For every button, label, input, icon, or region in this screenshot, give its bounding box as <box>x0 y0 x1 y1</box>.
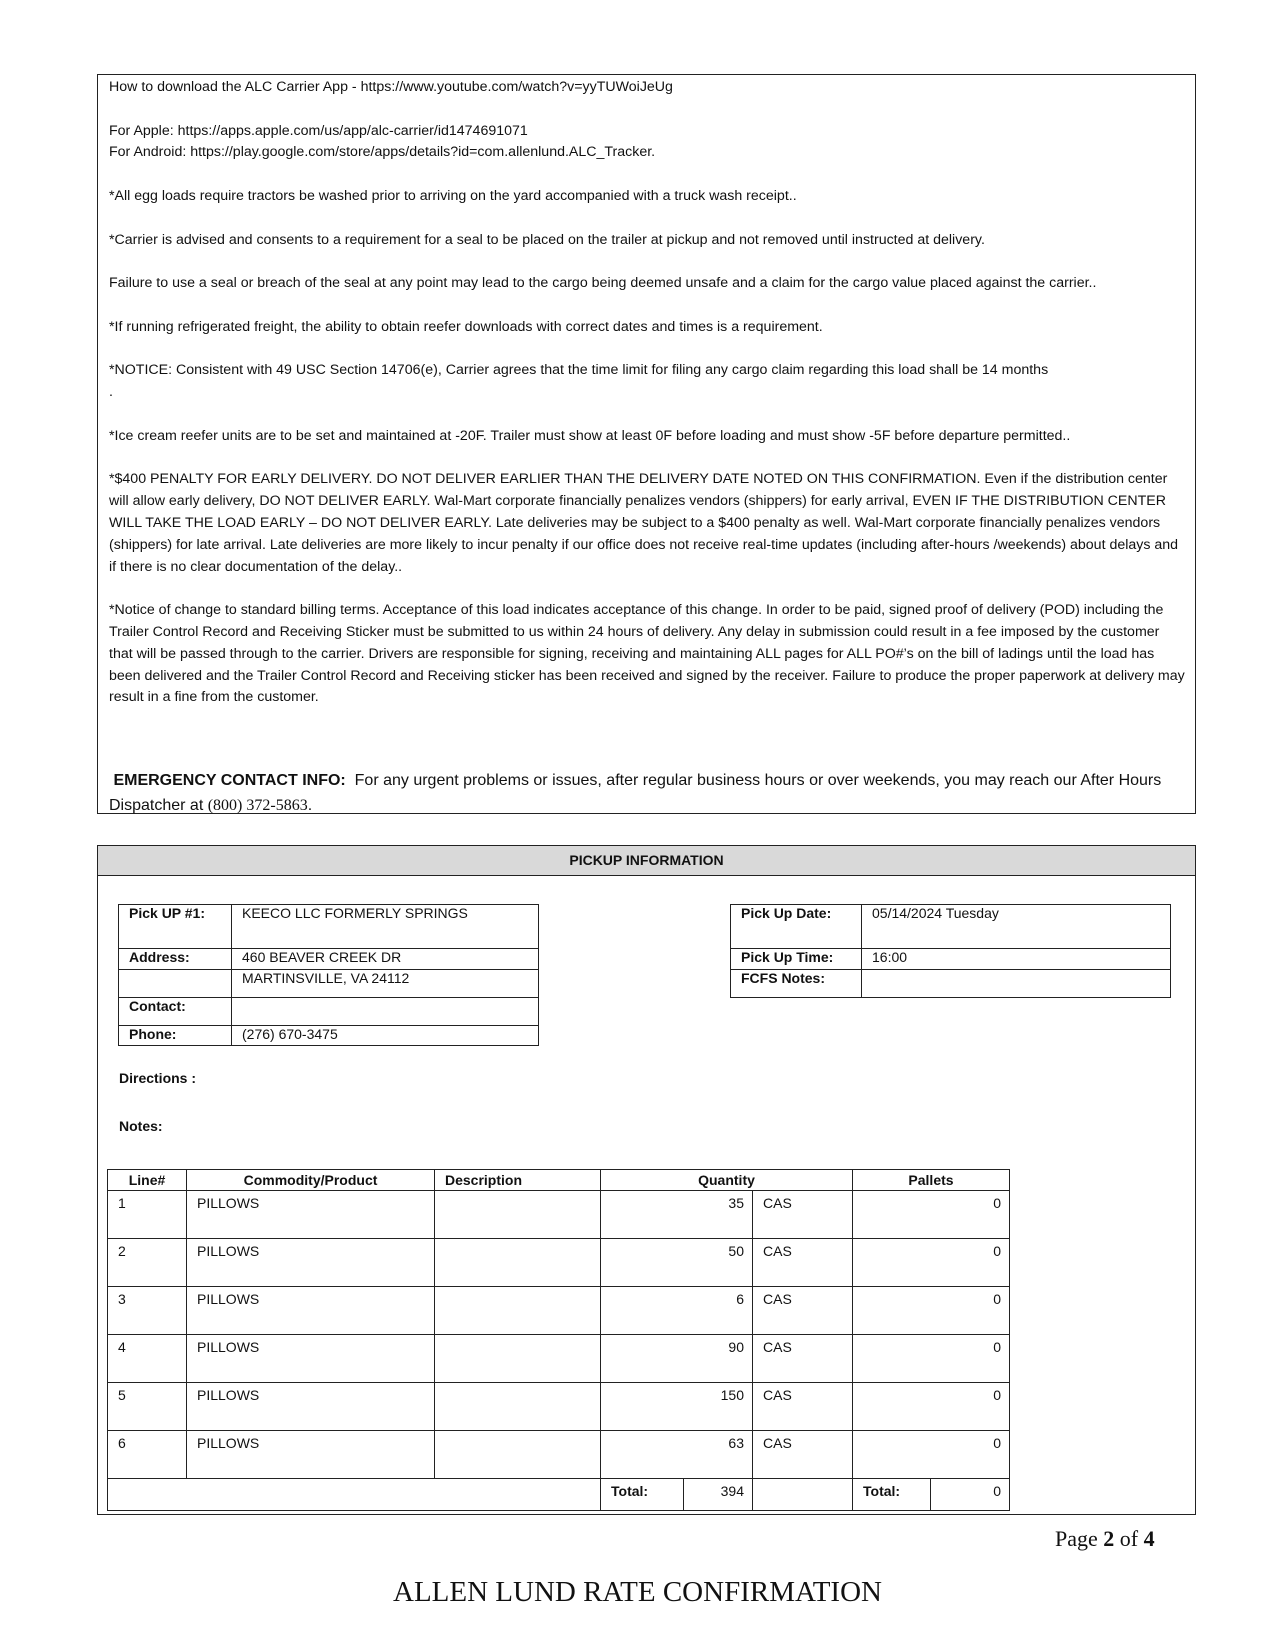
row-pallets: 0 <box>853 1383 1010 1431</box>
totals-row <box>108 1479 1010 1511</box>
pickup-time-value: 16:00 <box>862 949 1171 970</box>
row-quantity: 150 <box>601 1383 753 1431</box>
claim-limit-note-end: . <box>109 384 113 401</box>
terms-notes-box <box>97 74 1196 814</box>
row-unit: CAS <box>753 1431 853 1479</box>
seal-requirement-note: *Carrier is advised and consents to a requirement for a seal to be placed on the trailer at pickup and not removed until instructed at delivery. <box>109 231 985 248</box>
emergency-phone: (800) 372-5863 <box>207 796 308 814</box>
contact-value <box>232 998 539 1026</box>
table-row <box>108 1431 1010 1479</box>
col-commodity: Commodity/Product <box>187 1170 435 1191</box>
pickup-date-label: Pick Up Date: <box>731 905 862 949</box>
row-quantity: 6 <box>601 1287 753 1335</box>
egg-loads-note: *All egg loads require tractors be washed prior to arriving on the yard accompanied with a truck wash receipt.. <box>109 187 797 204</box>
fcfs-notes-value <box>862 970 1171 998</box>
total-unit-empty <box>753 1479 853 1511</box>
row-unit: CAS <box>753 1287 853 1335</box>
row-quantity: 50 <box>601 1239 753 1287</box>
row-product: PILLOWS <box>187 1239 435 1287</box>
row-product: PILLOWS <box>187 1191 435 1239</box>
pickup-value: KEECO LLC FORMERLY SPRINGS <box>232 905 539 949</box>
seal-breach-note: Failure to use a seal or breach of the seal at any point may lead to the cargo being deemed unsafe and a claim for the cargo value placed against the carrier.. <box>109 275 1097 292</box>
pickup-date-value: 05/14/2024 Tuesday <box>862 905 1171 949</box>
pickup-label: Pick UP #1: <box>119 905 232 949</box>
document-title: ALLEN LUND RATE CONFIRMATION <box>393 1576 882 1608</box>
early-delivery-penalty-note: *$400 PENALTY FOR EARLY DELIVERY. DO NOT DELIVER EARLIER THAN THE DELIVERY DATE NOTED ON THIS CONFIRMATION. Even if the distribution center will allow early delivery, DO NOT DELIVER EARLY. Wal-Mart corporate financially penalizes vendors (shippers) for early arrival, EVEN IF THE DISTRIBUTION CENTER WILL TAKE THE LOAD EARLY – DO NOT DELIVER EARLY. Late deliveries may be subject to a $400 penalty as well. Wal-Mart corporate financially penalizes vendors (shippers) for late arrival. Late deliveries are more likely to incur penalty if our office does not receive real-time updates (including after-hours /weekends) about delays and if there is no clear documentation of the delay.. <box>109 471 1179 575</box>
table-row <box>108 1287 1010 1335</box>
row-product: PILLOWS <box>187 1287 435 1335</box>
row-pallets: 0 <box>853 1239 1010 1287</box>
page-current: 2 <box>1103 1526 1115 1551</box>
address-label-empty <box>119 970 232 998</box>
col-pallets: Pallets <box>853 1170 1010 1191</box>
page-total: 4 <box>1143 1526 1155 1551</box>
row-quantity: 35 <box>601 1191 753 1239</box>
table-row <box>108 1239 1010 1287</box>
row-description <box>435 1335 601 1383</box>
phone-value: (276) 670-3475 <box>232 1026 539 1046</box>
totals-spacer <box>108 1479 601 1511</box>
app-download-note: How to download the ALC Carrier App - https://www.youtube.com/watch?v=yyTUWoiJeUg <box>109 79 673 95</box>
row-pallets: 0 <box>853 1287 1010 1335</box>
col-line: Line# <box>108 1170 187 1191</box>
row-description <box>435 1239 601 1287</box>
address-line1: 460 BEAVER CREEK DR <box>232 949 539 970</box>
row-line: 5 <box>108 1383 187 1431</box>
total-qty-value: 394 <box>684 1479 753 1511</box>
table-row <box>108 1191 1010 1239</box>
emergency-label: EMERGENCY CONTACT INFO: <box>113 772 346 789</box>
row-line: 3 <box>108 1287 187 1335</box>
col-description: Description <box>435 1170 601 1191</box>
notes-label: Notes: <box>119 1118 163 1134</box>
row-quantity: 63 <box>601 1431 753 1479</box>
claim-limit-note: *NOTICE: Consistent with 49 USC Section 14706(e), Carrier agrees that the time limit for filing any cargo claim regarding this load shall be 14 months <box>109 362 1049 379</box>
page-number <box>1055 1526 1155 1552</box>
total-pallets-value: 0 <box>931 1479 1010 1511</box>
emergency-text: For any urgent problems or issues, after regular business hours or over weekends, you may reach our After Hours Dispatcher at <box>109 772 1162 814</box>
row-unit: CAS <box>753 1191 853 1239</box>
row-pallets: 0 <box>853 1335 1010 1383</box>
row-line: 4 <box>108 1335 187 1383</box>
emergency-end: . <box>307 796 313 814</box>
row-product: PILLOWS <box>187 1335 435 1383</box>
ice-cream-note: *Ice cream reefer units are to be set and maintained at -20F. Trailer must show at least 0F before loading and must show -5F before departure permitted.. <box>109 427 1071 444</box>
pickup-schedule-table <box>730 904 1171 998</box>
table-row <box>108 1335 1010 1383</box>
emergency-contact <box>109 769 1181 818</box>
row-product: PILLOWS <box>187 1431 435 1479</box>
pickup-information-section <box>97 845 1196 1515</box>
pickup-location-table <box>118 904 539 1046</box>
phone-label: Phone: <box>119 1026 232 1046</box>
pickup-time-label: Pick Up Time: <box>731 949 862 970</box>
row-pallets: 0 <box>853 1431 1010 1479</box>
row-line: 6 <box>108 1431 187 1479</box>
billing-terms-note: *Notice of change to standard billing terms. Acceptance of this load indicates acceptance of this change. In order to be paid, signed proof of delivery (POD) including the Trailer Control Record and Receiving Sticker must be submitted to us within 24 hours of delivery. Any delay in submission could result in a fee imposed by the customer that will be passed through to the carrier. Drivers are responsible for signing, receiving and maintaining ALL pages for ALL PO#’s on the bill of ladings until the load has been delivered and the Trailer Control Record and Receiving sticker has been received and signed by the receiver. Failure to produce the proper paperwork at delivery may result in a fine from the customer. <box>109 602 1185 706</box>
apple-link-note: For Apple: https://apps.apple.com/us/app/alc-carrier/id1474691071 <box>109 122 528 139</box>
commodity-table <box>107 1169 1010 1511</box>
page-of: of <box>1114 1526 1144 1551</box>
address-line2: MARTINSVILLE, VA 24112 <box>232 970 539 998</box>
page-prefix: Page <box>1055 1526 1104 1551</box>
table-row <box>108 1383 1010 1431</box>
total-pallets-label: Total: <box>853 1479 931 1511</box>
row-description <box>435 1287 601 1335</box>
row-line: 2 <box>108 1239 187 1287</box>
row-unit: CAS <box>753 1335 853 1383</box>
row-product: PILLOWS <box>187 1383 435 1431</box>
row-pallets: 0 <box>853 1191 1010 1239</box>
directions-label: Directions : <box>119 1070 197 1086</box>
contact-label: Contact: <box>119 998 232 1026</box>
row-unit: CAS <box>753 1239 853 1287</box>
reefer-download-note: *If running refrigerated freight, the ability to obtain reefer downloads with correct dates and times is a requirement. <box>109 318 823 335</box>
total-qty-label: Total: <box>601 1479 684 1511</box>
address-label: Address: <box>119 949 232 970</box>
col-quantity: Quantity <box>601 1170 853 1191</box>
row-line: 1 <box>108 1191 187 1239</box>
row-description <box>435 1383 601 1431</box>
row-description <box>435 1431 601 1479</box>
row-quantity: 90 <box>601 1335 753 1383</box>
android-link-note: For Android: https://play.google.com/store/apps/details?id=com.allenlund.ALC_Tracker. <box>109 144 656 161</box>
pickup-header: PICKUP INFORMATION <box>98 846 1195 876</box>
fcfs-notes-label: FCFS Notes: <box>731 970 862 998</box>
row-description <box>435 1191 601 1239</box>
row-unit: CAS <box>753 1383 853 1431</box>
